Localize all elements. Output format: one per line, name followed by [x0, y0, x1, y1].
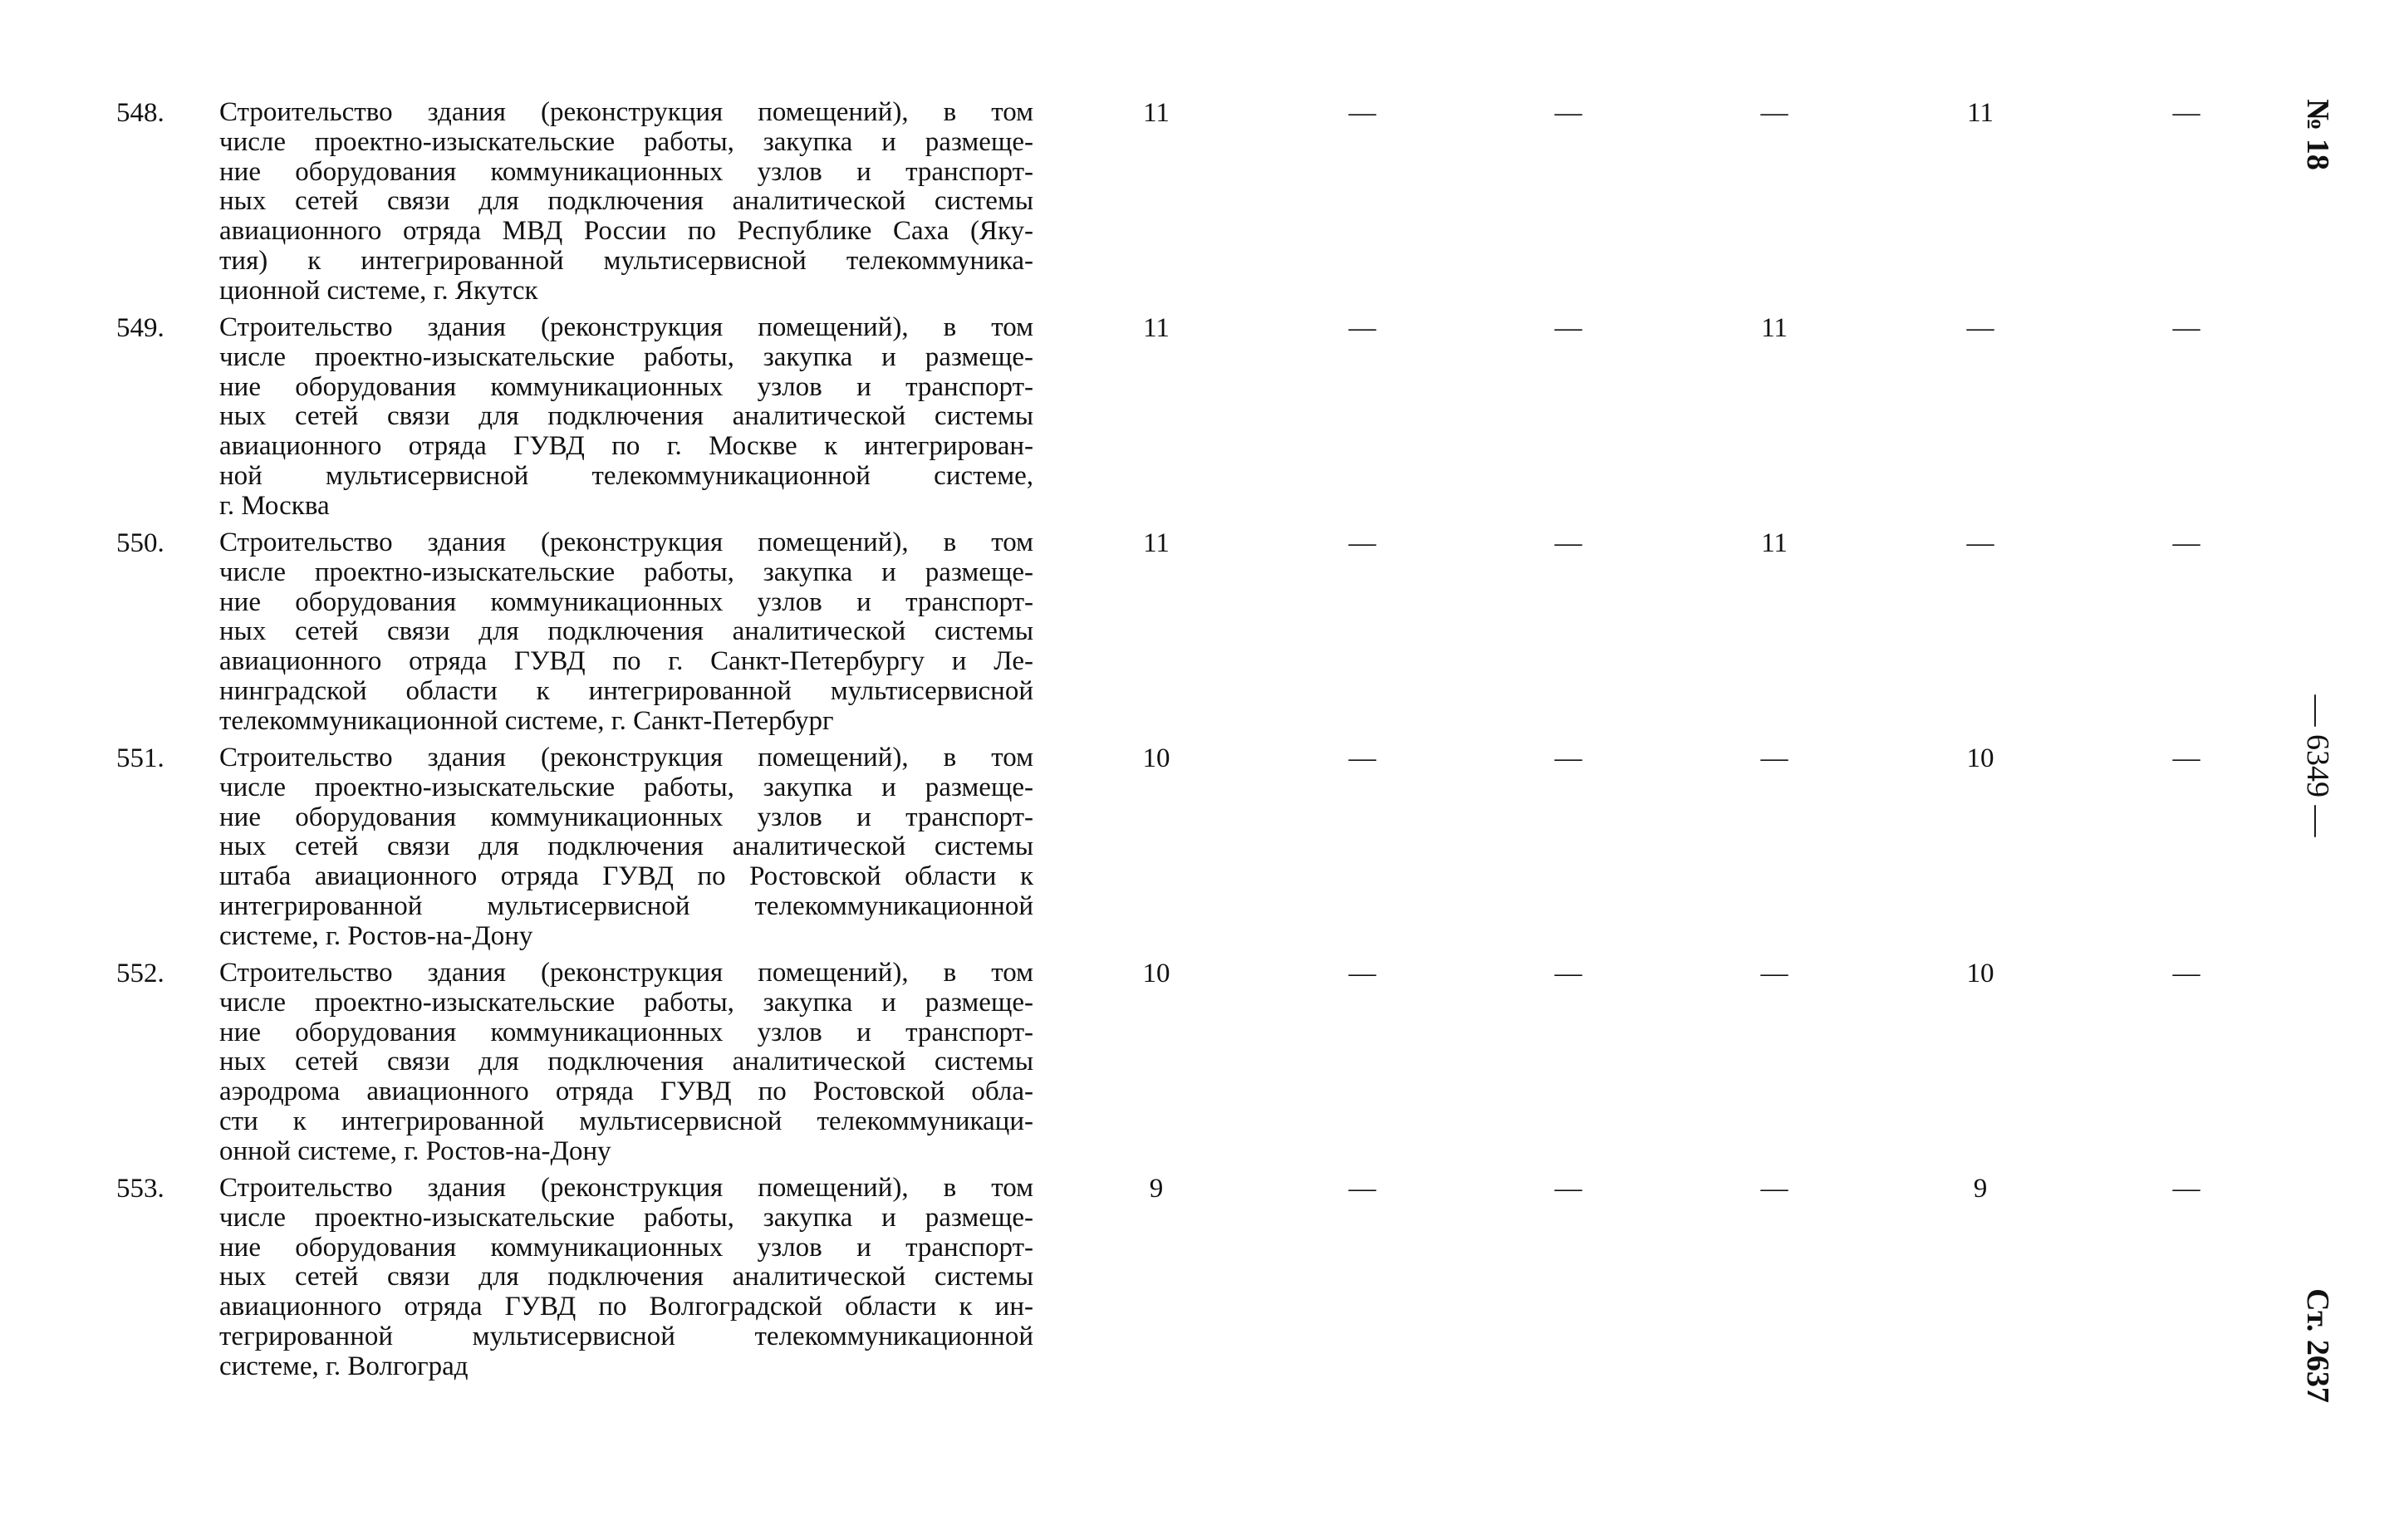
value-cell: —	[2172, 313, 2200, 343]
value-cell: —	[2172, 743, 2200, 773]
row-description	[219, 528, 1033, 737]
value-cell: —	[2172, 1174, 2200, 1204]
row-number: 551.	[116, 743, 164, 773]
description-line: ционной системе, г. Якутск	[219, 275, 538, 306]
description-line: аэродрома авиационного отряда ГУВД по Ростовской обла-	[219, 1077, 1033, 1107]
value-cell: —	[1554, 1174, 1582, 1204]
description-line: ных сетей связи для подключения аналитической системы	[219, 616, 1033, 647]
value-cell: —	[1348, 528, 1376, 558]
description-line: ных сетей связи для подключения аналитической системы	[219, 1047, 1033, 1077]
description-line: ных сетей связи для подключения аналитической системы	[219, 1262, 1033, 1292]
row-number: 552.	[116, 959, 164, 988]
value-cell: —	[1760, 959, 1788, 988]
description-line: Строительство здания (реконструкция помещений), в том	[219, 958, 1033, 988]
value-cell: —	[1554, 959, 1582, 988]
description-line: числе проектно-изыскательские работы, закупка и размеще-	[219, 1202, 1033, 1233]
value-cell: —	[1348, 743, 1376, 773]
description-line: авиационного отряда МВД России по Республике Саха (Яку-	[219, 216, 1033, 247]
value-cell: —	[1554, 528, 1582, 558]
value-cell: —	[1966, 528, 1994, 558]
description-line: числе проектно-изыскательские работы, закупка и размеще-	[219, 557, 1033, 587]
description-line: ние оборудования коммуникационных узлов и транспорт-	[219, 802, 1033, 832]
description-line: Строительство здания (реконструкция помещений), в том	[219, 527, 1033, 557]
description-line: числе проектно-изыскательские работы, закупка и размеще-	[219, 987, 1033, 1018]
row-description	[219, 98, 1033, 307]
description-line: ние оборудования коммуникационных узлов и транспорт-	[219, 1232, 1033, 1263]
value-cell: —	[2172, 98, 2200, 128]
article-number: Ст. 2637	[2300, 1288, 2335, 1403]
row-number: 553.	[116, 1174, 164, 1204]
description-line: Строительство здания (реконструкция помещений), в том	[219, 743, 1033, 772]
description-line: авиационного отряда ГУВД по г. Санкт-Петербургу и Ле-	[219, 646, 1033, 677]
value-cell: —	[1760, 98, 1788, 128]
page-number: — 6349 —	[2300, 694, 2335, 837]
description-line: системе, г. Волгоград	[219, 1351, 469, 1381]
issue-number: № 18	[2300, 99, 2335, 170]
row-number: 549.	[116, 313, 164, 343]
description-line: г. Москва	[219, 490, 330, 521]
description-line: тегрированной мультисервисной телекоммуникационной	[219, 1321, 1033, 1351]
description-line: авиационного отряда ГУВД по г. Москве к интегрирован-	[219, 431, 1033, 462]
value-cell: 11	[1761, 313, 1788, 343]
value-cell: 10	[1966, 743, 1994, 773]
row-description	[219, 959, 1033, 1167]
description-line: авиационного отряда ГУВД по Волгоградской области к ин-	[219, 1292, 1033, 1322]
value-cell: —	[1348, 959, 1376, 988]
value-cell: —	[1348, 98, 1376, 128]
value-cell: 10	[1966, 959, 1994, 988]
value-cell: —	[1554, 98, 1582, 128]
description-line: нинградской области к интегрированной мультисервисной	[219, 675, 1033, 706]
row-description	[219, 1174, 1033, 1382]
description-line: штаба авиационного отряда ГУВД по Ростовской области к	[219, 861, 1033, 892]
value-cell: —	[1554, 313, 1582, 343]
value-cell: —	[1966, 313, 1994, 343]
value-cell: 11	[1761, 528, 1788, 558]
row-number: 550.	[116, 528, 164, 558]
value-cell: —	[1348, 313, 1376, 343]
value-cell: —	[1760, 1174, 1788, 1204]
value-cell: 10	[1142, 743, 1170, 773]
value-cell: 9	[1149, 1174, 1164, 1204]
value-cell: 10	[1142, 959, 1170, 988]
description-line: Строительство здания (реконструкция помещений), в том	[219, 312, 1033, 342]
description-line: телекоммуникационной системе, г. Санкт-Петербург	[219, 705, 834, 736]
description-line: системе, г. Ростов-на-Дону	[219, 920, 533, 951]
value-cell: —	[2172, 959, 2200, 988]
value-cell: 9	[1973, 1174, 1988, 1204]
row-description	[219, 313, 1033, 522]
description-line: Строительство здания (реконструкция помещений), в том	[219, 97, 1033, 127]
description-line: ние оборудования коммуникационных узлов и транспорт-	[219, 371, 1033, 402]
value-cell: 11	[1143, 98, 1170, 128]
description-line: Строительство здания (реконструкция помещений), в том	[219, 1173, 1033, 1203]
description-line: тия) к интегрированной мультисервисной телекоммуника-	[219, 245, 1033, 276]
description-line: онной системе, г. Ростов-на-Дону	[219, 1135, 611, 1166]
value-cell: 11	[1143, 528, 1170, 558]
description-line: сти к интегрированной мультисервисной телекоммуникаци-	[219, 1106, 1033, 1136]
value-cell: —	[1760, 743, 1788, 773]
description-line: ных сетей связи для подключения аналитической системы	[219, 831, 1033, 862]
value-cell: 11	[1143, 313, 1170, 343]
description-line: ние оборудования коммуникационных узлов и транспорт-	[219, 156, 1033, 187]
value-cell: —	[2172, 528, 2200, 558]
description-line: числе проектно-изыскательские работы, закупка и размеще-	[219, 772, 1033, 802]
description-line: ной мультисервисной телекоммуникационной системе,	[219, 460, 1033, 491]
description-line: ние оборудования коммуникационных узлов и транспорт-	[219, 1017, 1033, 1047]
description-line: ных сетей связи для подключения аналитической системы	[219, 186, 1033, 217]
description-line: интегрированной мультисервисной телекоммуникационной	[219, 890, 1033, 921]
description-line: ние оборудования коммуникационных узлов и транспорт-	[219, 586, 1033, 617]
value-cell: —	[1348, 1174, 1376, 1204]
description-line: числе проектно-изыскательские работы, закупка и размеще-	[219, 126, 1033, 157]
value-cell: 11	[1967, 98, 1994, 128]
description-line: числе проектно-изыскательские работы, закупка и размеще-	[219, 341, 1033, 372]
value-cell: —	[1554, 743, 1582, 773]
row-number: 548.	[116, 98, 164, 128]
row-description	[219, 743, 1033, 952]
description-line: ных сетей связи для подключения аналитической системы	[219, 401, 1033, 432]
